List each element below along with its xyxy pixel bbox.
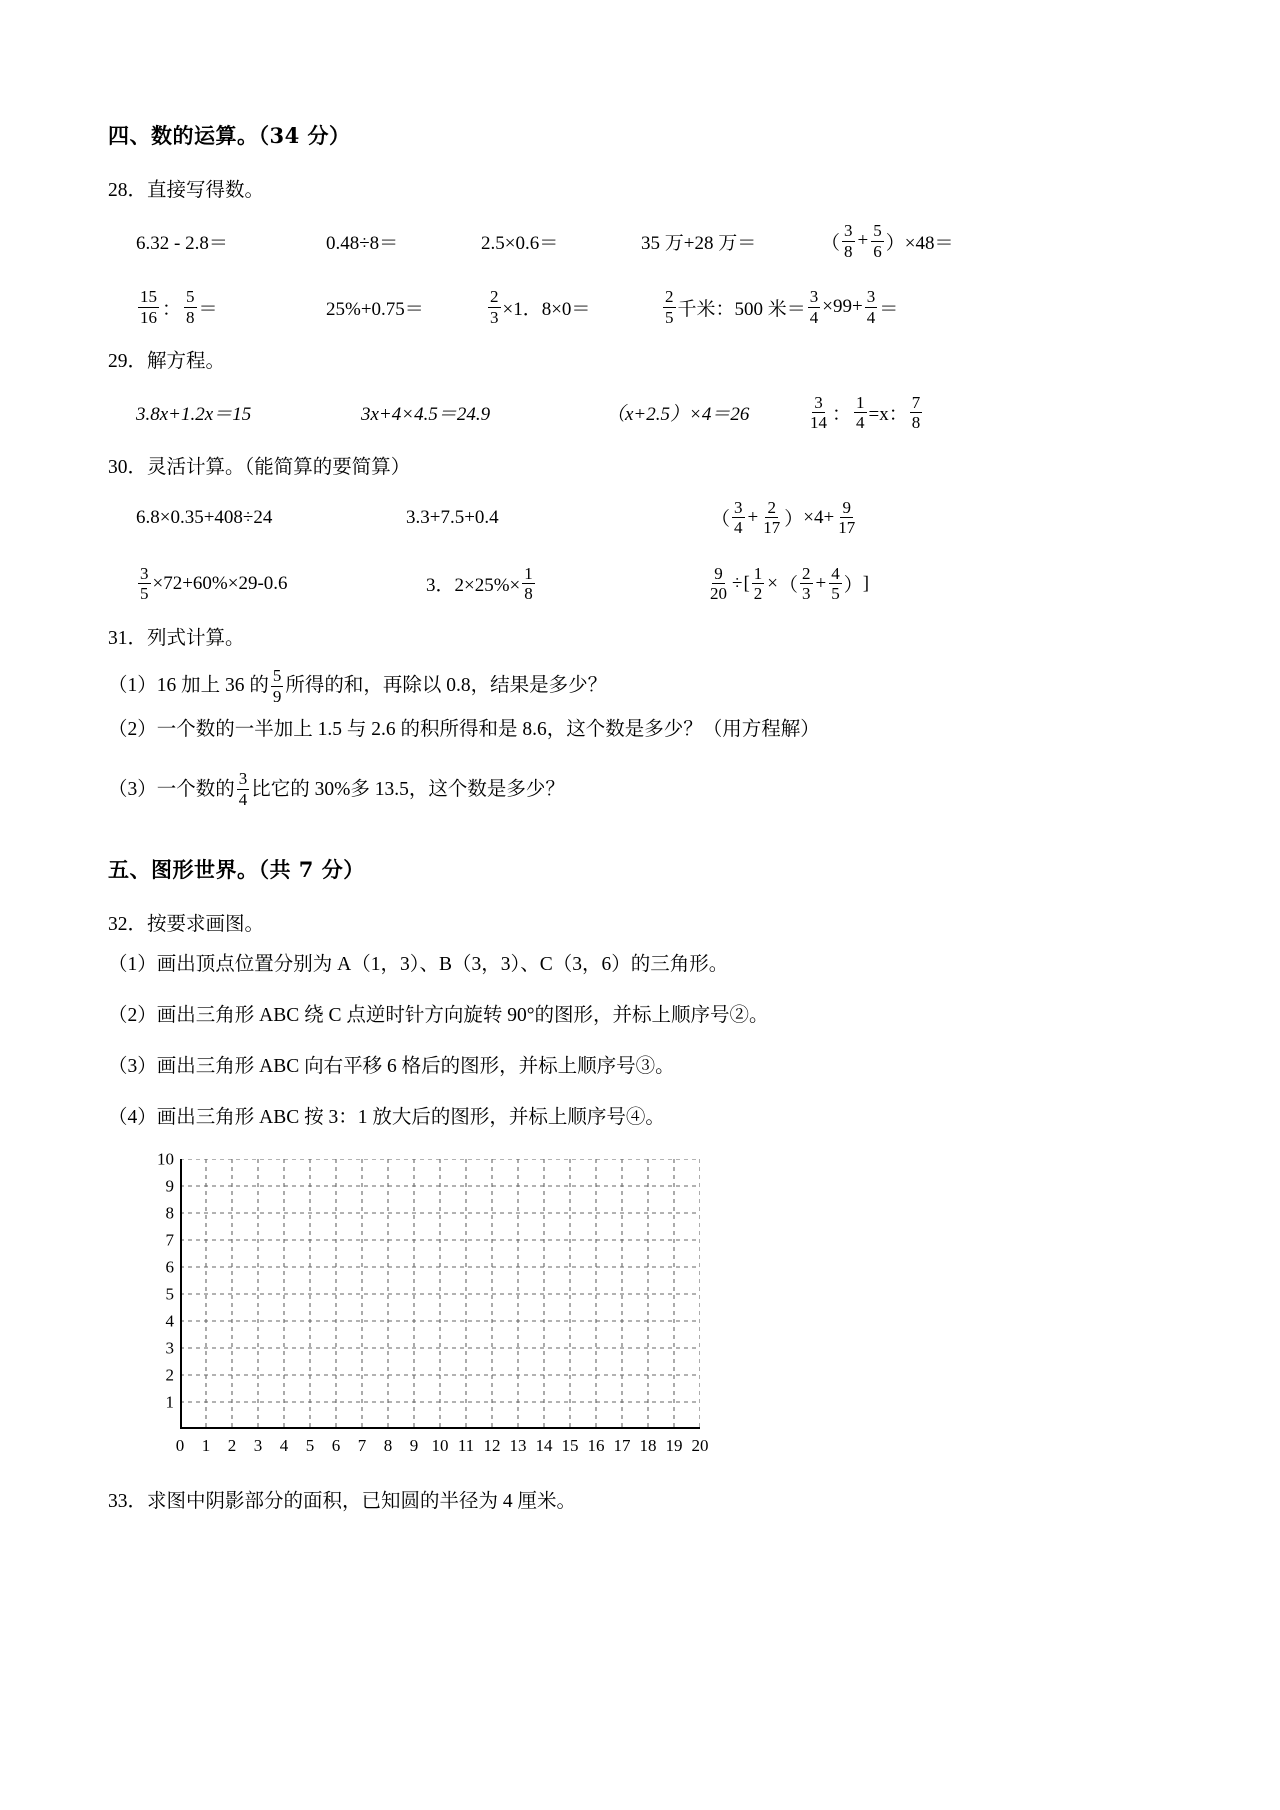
q28-item-10-tail: ＝: [879, 298, 899, 320]
question-29-text: 解方程。: [147, 351, 226, 373]
grid-y-axis-labels: [148, 1149, 174, 1429]
grid-x-tick-1: 1: [201, 1435, 211, 1455]
fraction-2-5: $\frac{2}{5}$: [665, 287, 674, 327]
grid-plot-area: [180, 1159, 700, 1429]
grid-lines-svg: [180, 1159, 700, 1429]
grid-y-tick-3: 3: [165, 1338, 174, 1357]
fraction-3-8: $\frac{3}{8}$: [844, 221, 853, 261]
question-33-text: 求图中阴影部分的面积，已知圆的半径为 4 厘米。: [147, 1490, 577, 1512]
question-28-number: 28．: [108, 180, 148, 201]
fraction-2-17: $\frac{2}{17}$: [763, 497, 781, 538]
q30-item-6: [706, 565, 869, 603]
fraction-9-20: $\frac{9}{20}$: [710, 563, 727, 604]
bracket-open: [: [743, 572, 750, 594]
fraction-2-3-b: $\frac{2}{3}$: [802, 563, 811, 604]
q29-item-1: 3.8x+1.2x＝15: [136, 404, 252, 425]
question-28-prompt: [108, 176, 1172, 205]
fraction-15-16: $\frac{15}{16}$: [140, 287, 157, 327]
q32-sub-2: （2）画出三角形 ABC 绕 C 点逆时针方向旋转 90°的图形，并标上顺序号②。: [108, 1004, 769, 1026]
q28-item-3: 2.5×0.6＝: [481, 232, 559, 254]
q28-row-2: [136, 281, 1172, 333]
paren-close-3: ）: [843, 575, 863, 597]
q28-item-7: 25%+0.75＝: [326, 298, 424, 320]
q30-item-3: [711, 499, 859, 537]
fraction-3-4-d: $\frac{3}{4}$: [238, 769, 248, 809]
grid-x-axis-line: [180, 1427, 700, 1429]
grid-x-tick-11: 11: [457, 1435, 475, 1455]
grid-y-tick-8: 8: [165, 1203, 174, 1222]
question-28-text: 直接写得数。: [147, 180, 265, 201]
q29-item-4: [806, 394, 924, 432]
question-31-number: 31．: [108, 627, 148, 649]
fraction-5-8: $\frac{5}{8}$: [186, 287, 195, 327]
q28-row-1: [136, 215, 1172, 267]
q28-item-4: 35 万+28 万＝: [641, 232, 757, 254]
coordinate-grid-figure: [148, 1149, 748, 1459]
q30-row-1: [136, 492, 1172, 544]
bracket-close: ]: [862, 572, 870, 594]
grid-x-tick-20: 20: [691, 1435, 709, 1455]
q28-item-2: 0.48÷8＝: [326, 232, 399, 254]
fraction-4-5: $\frac{4}{5}$: [831, 563, 840, 604]
ratio-colon-1: ：: [832, 404, 852, 425]
plus-sign-3: +: [815, 572, 827, 594]
fraction-1-8: $\frac{1}{8}$: [524, 563, 533, 604]
fraction-2-3: $\frac{2}{3}$: [490, 287, 499, 327]
fraction-3-4-a: $\frac{3}{4}$: [809, 287, 819, 327]
grid-x-tick-9: 9: [409, 1435, 419, 1455]
grid-y-tick-5: 5: [165, 1284, 174, 1303]
paren-close: ）: [885, 232, 905, 254]
grid-x-tick-2: 2: [227, 1435, 237, 1455]
q28-item-10-mid: ×99+: [822, 296, 863, 318]
question-32-number: 32．: [108, 914, 148, 936]
grid-y-tick-7: 7: [165, 1230, 174, 1249]
grid-y-tick-4: 4: [165, 1311, 174, 1330]
q30-item-4: [136, 565, 426, 603]
fraction-7-8: $\frac{7}{8}$: [911, 392, 921, 432]
paren-open-2: （: [711, 509, 731, 531]
q32-sub-3: （3）画出三角形 ABC 向右平移 6 格后的图形，并标上顺序号③。: [108, 1056, 675, 1077]
plus-sign-2: +: [747, 506, 759, 528]
grid-x-tick-3: 3: [253, 1435, 263, 1455]
q32-sub-1: （1）画出顶点位置分别为 A（1，3）、B（3，3）、C（3，6）的三角形。: [108, 953, 729, 975]
fraction-3-14: $\frac{3}{14}$: [810, 392, 827, 432]
fraction-1-4: $\frac{1}{4}$: [856, 392, 865, 432]
q31-sub-3-tail: 比它的 30%多 13.5，这个数是多少？: [251, 778, 565, 800]
grid-y-tick-2: 2: [165, 1365, 174, 1384]
section-heading-four: 四、数的运算。（34 分）: [108, 123, 351, 148]
question-30-number: 30．: [108, 456, 148, 478]
grid-x-tick-15: 15: [561, 1435, 579, 1455]
grid-x-tick-7: 7: [357, 1435, 367, 1455]
fraction-3-4-c: $\frac{3}{4}$: [734, 497, 743, 538]
q29-row: [136, 387, 1172, 439]
grid-x-tick-19: 19: [665, 1435, 683, 1455]
grid-y-tick-1: 1: [165, 1392, 174, 1411]
grid-x-tick-5: 5: [305, 1435, 315, 1455]
q30-item-5-head: 3．2×25%×: [426, 575, 521, 597]
fraction-3-4-b: $\frac{3}{4}$: [866, 287, 876, 327]
q30-item-3-mid: ×4+: [803, 506, 835, 528]
question-32-text: 按要求画图。: [147, 914, 265, 936]
divide-sign: ÷: [732, 572, 743, 594]
fraction-1-2: $\frac{1}{2}$: [753, 563, 763, 604]
grid-x-tick-16: 16: [587, 1435, 605, 1455]
grid-x-tick-18: 18: [639, 1435, 657, 1455]
q29-item-4-mid: =x：: [868, 404, 908, 425]
q29-item-3: （x+2.5）×4＝26: [606, 404, 750, 425]
q30-item-4-tail: ×72+60%×29-0.6: [152, 572, 288, 594]
equals-sign: ＝: [198, 298, 218, 320]
q28-item-8: [486, 288, 661, 326]
q30-item-5: [426, 565, 706, 603]
q30-item-1: 6.8×0.35+408÷24: [136, 506, 273, 528]
question-30-prompt: [108, 453, 1172, 482]
fraction-5-6: $\frac{5}{6}$: [873, 221, 882, 261]
page-content: [108, 120, 1172, 1513]
q31-sub-3: [108, 766, 1172, 812]
paren-close-2: ）: [784, 509, 804, 531]
grid-x-tick-17: 17: [613, 1435, 631, 1455]
fraction-9-17: $\frac{9}{17}$: [838, 497, 856, 538]
grid-x-tick-8: 8: [383, 1435, 393, 1455]
grid-y-tick-10: 10: [157, 1149, 174, 1168]
q28-item-9-tail: 千米：500 米＝: [677, 298, 806, 320]
question-31-prompt: [108, 624, 1172, 653]
grid-y-axis-line: [180, 1159, 182, 1429]
grid-x-tick-13: 13: [509, 1435, 527, 1455]
q28-item-5: [821, 222, 953, 260]
q30-row-2: [136, 558, 1172, 610]
grid-x-tick-0: 0: [175, 1435, 185, 1455]
q28-item-6: [136, 288, 326, 326]
q31-sub-1-head: （1）16 加上 36 的: [108, 675, 269, 697]
q28-item-10: [806, 288, 898, 326]
paren-open: （: [821, 232, 841, 254]
fraction-3-5: $\frac{3}{5}$: [140, 563, 149, 604]
paren-open-3: （: [778, 575, 798, 597]
grid-x-tick-6: 6: [331, 1435, 341, 1455]
grid-x-tick-10: 10: [431, 1435, 449, 1455]
q28-item-1: 6.32 - 2.8＝: [136, 232, 228, 254]
q28-item-8-tail: ×1．8×0＝: [502, 298, 591, 320]
section-heading-five: 五、图形世界。（共 7 分）: [108, 857, 365, 883]
ratio-colon: ：: [162, 298, 182, 320]
grid-x-tick-4: 4: [279, 1435, 289, 1455]
plus-sign: +: [857, 230, 869, 252]
question-33-number: 33．: [108, 1490, 148, 1512]
times-sign: ×: [767, 572, 778, 594]
q31-sub-3-head: （3）一个数的: [108, 778, 235, 800]
q32-sub-4: （4）画出三角形 ABC 按 3：1 放大后的图形，并标上顺序号④。: [108, 1107, 665, 1129]
q30-item-2: 3.3+7.5+0.4: [406, 506, 499, 528]
grid-x-axis-labels: [175, 1435, 709, 1459]
question-30-text: 灵活计算。（能简算的要简算）: [147, 456, 411, 478]
grid-x-tick-12: 12: [483, 1435, 501, 1455]
fraction-5-9: $\frac{5}{9}$: [272, 666, 282, 706]
grid-x-tick-14: 14: [535, 1435, 553, 1455]
q31-sub-1: [108, 663, 1172, 709]
question-29-prompt: [108, 347, 1172, 376]
q31-sub-2: （2）一个数的一半加上 1.5 与 2.6 的积所得和是 8.6，这个数是多少？（用方程解）: [108, 719, 820, 740]
question-33-prompt: [108, 1485, 1172, 1513]
question-29-number: 29．: [108, 351, 148, 373]
question-31-text: 列式计算。: [147, 627, 245, 649]
q28-item-9: [661, 288, 806, 326]
q28-item-5-tail: ×48＝: [904, 232, 954, 254]
grid-y-tick-9: 9: [165, 1176, 174, 1195]
q29-item-2: 3x+4×4.5＝24.9: [361, 404, 491, 425]
q31-sub-1-tail: 所得的和，再除以 0.8，结果是多少？: [285, 675, 608, 697]
grid-y-tick-6: 6: [165, 1257, 174, 1276]
question-32-prompt: [108, 910, 1172, 939]
